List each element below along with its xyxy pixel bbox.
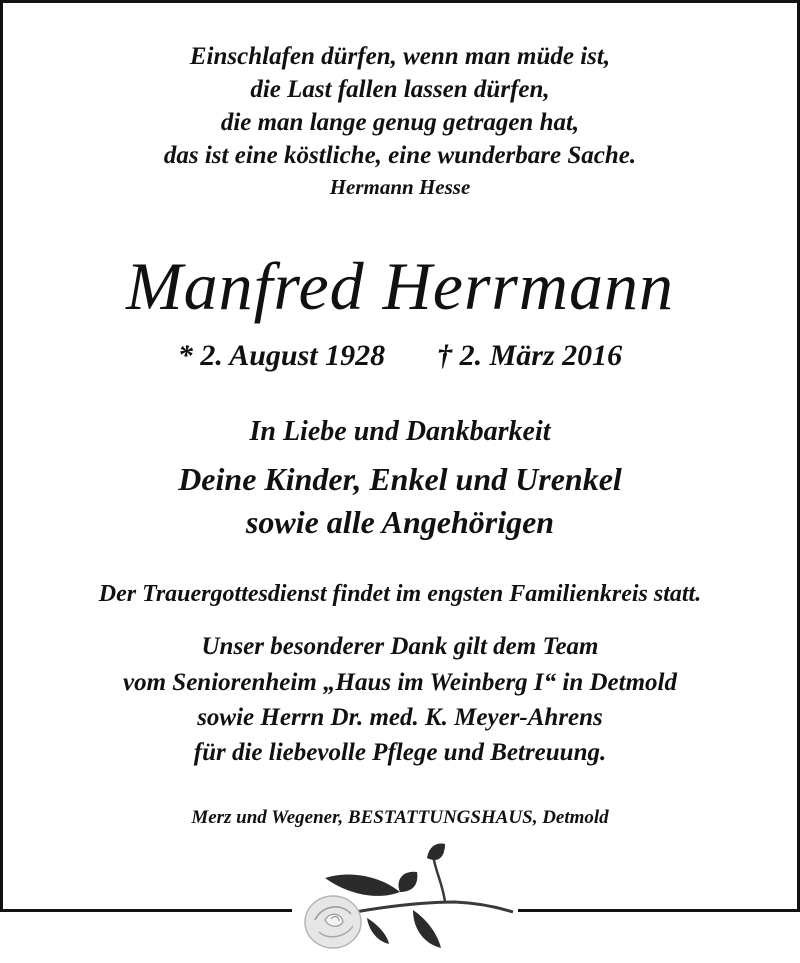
death-date: † 2. März 2016: [437, 339, 623, 372]
border-bottom-right: [518, 909, 800, 912]
thanks-line-3: sowie Herrn Dr. med. K. Meyer-Ahrens: [197, 704, 603, 731]
birth-date: * 2. August 1928: [177, 339, 386, 372]
quote-author: Hermann Hesse: [329, 175, 471, 199]
mourners-intro: In Liebe und Dankbarkeit: [249, 416, 551, 447]
mourners-relatives: sowie alle Angehörigen: [245, 504, 555, 540]
rose-icon: [295, 840, 520, 963]
life-dates: [0, 341, 800, 371]
border-bottom-left: [0, 909, 292, 912]
quote-line-3: die man lange genug getragen hat,: [220, 109, 580, 136]
deceased-name: Manfred Herrmann: [126, 248, 674, 324]
border-top: [0, 0, 800, 3]
thanks-line-2: vom Seniorenheim „Haus im Weinberg I“ in Detmold: [123, 669, 677, 696]
border-left: [0, 0, 3, 912]
thanks-line-4: für die liebevolle Pflege und Betreuung.: [193, 739, 607, 766]
quote-line-4: das ist eine köstliche, eine wunderbare Sache.: [163, 142, 637, 169]
quote-line-1: Einschlafen dürfen, wenn man müde ist,: [189, 43, 611, 70]
mourners-family: Deine Kinder, Enkel und Urenkel: [178, 461, 622, 497]
funeral-home: Merz und Wegener, BESTATTUNGSHAUS, Detmold: [191, 807, 609, 828]
service-note: Der Trauergottesdienst findet im engsten Familienkreis statt.: [98, 581, 702, 607]
thanks-line-1: Unser besonderer Dank gilt dem Team: [201, 633, 599, 660]
quote-line-2: die Last fallen lassen dürfen,: [250, 76, 550, 103]
